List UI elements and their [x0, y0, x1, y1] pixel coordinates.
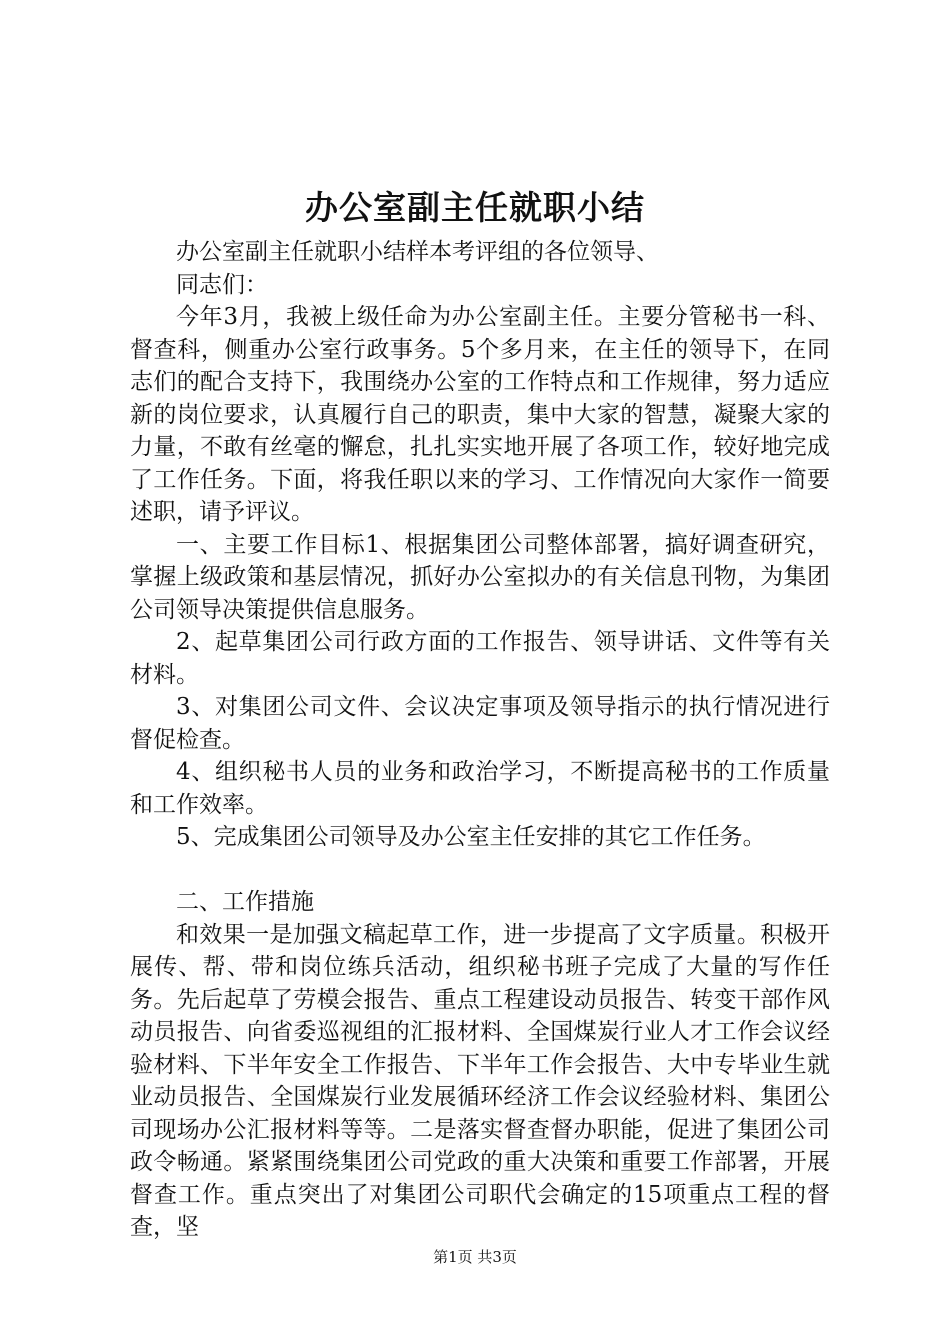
paragraph-salutation-2: 同志们： [176, 271, 268, 298]
paragraph-goals-2: 2、起草集团公司行政方面的工作报告、领导讲话、文件等有关材料。 [130, 629, 830, 688]
paragraph-measures: 和效果一是加强文稿起草工作，进一步提高了文字质量。积极开展传、帮、带和岗位练兵活动，组织秘书班子完成了大量的写作任务。先后起草了劳模会报告、重点工程建设动员报告、转变干部作风动员报告、向省委巡视组的汇报材料、全国煤炭行业人才工作会议经验材料、下半年安全工作报告、下半年工作会报告、大中专毕业生就业动员报告、全国煤炭行业发展循环经济工作会议经验材料、集团公司现场办公汇报材料等等。二是落实督查督办职能，促进了集团公司政令畅通。紧紧围绕集团公司党政的重大决策和重要工作部署，开展督查工作。重点突出了对集团公司职代会确定的15项重点工程的督查，坚 [130, 921, 830, 1240]
section-heading-measures: 二、工作措施 [176, 889, 314, 915]
page-footer: 第1页 共3页 [433, 1248, 517, 1266]
paragraph-goals-4: 4、组织秘书人员的业务和政治学习，不断提高秘书的工作质量和工作效率。 [130, 759, 830, 818]
paragraph-salutation-1: 办公室副主任就职小结样本考评组的各位领导、 [176, 239, 659, 265]
document-title: 办公室副主任就职小结 [305, 188, 645, 227]
paragraph-goals-1: 一、主要工作目标1、根据集团公司整体部署，搞好调查研究，掌握上级政策和基层情况，抓好办公室拟办的有关信息刊物，为集团公司领导决策提供信息服务。 [130, 531, 830, 623]
document-body [130, 236, 830, 1244]
paragraph-goals-3: 3、对集团公司文件、会议决定事项及领导指示的执行情况进行督促检查。 [130, 694, 830, 753]
paragraph-goals-5: 5、完成集团公司领导及办公室主任安排的其它工作任务。 [176, 824, 766, 850]
paragraph-intro: 今年3月，我被上级任命为办公室副主任。主要分管秘书一科、督查科，侧重办公室行政事务。5个多月来，在主任的领导下，在同志们的配合支持下，我围绕办公室的工作特点和工作规律，努力适应新的岗位要求，认真履行自己的职责，集中大家的智慧，凝聚大家的力量，不敢有丝毫的懈怠，扎扎实实地开展了各项工作，较好地完成了工作任务。下面，将我任职以来的学习、工作情况向大家作一简要述职，请予评议。 [130, 304, 830, 525]
